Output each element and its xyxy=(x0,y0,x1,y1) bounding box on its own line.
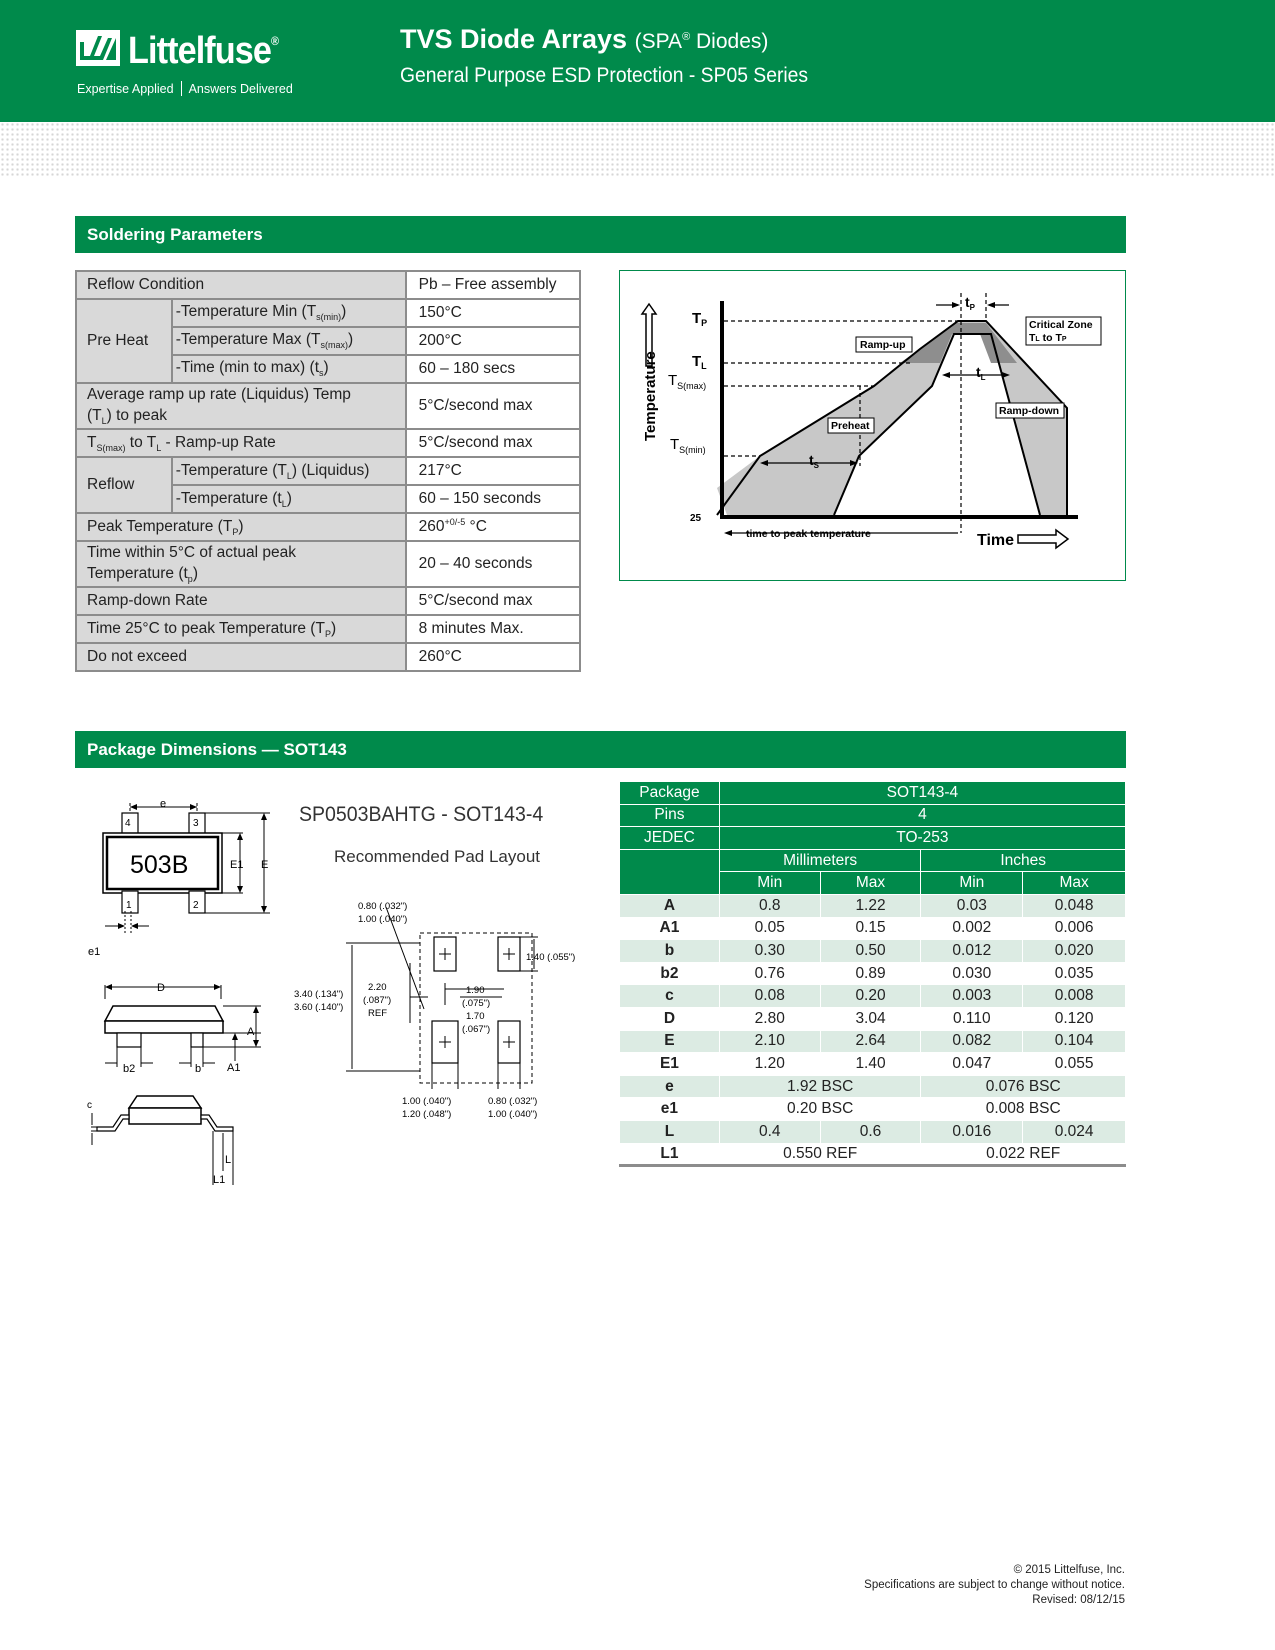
time-within-peak-label: Time within 5°C of actual peak Temperature $(t_p)$ xyxy=(76,541,406,587)
dimension-symbol: E xyxy=(620,1030,720,1053)
side-view xyxy=(105,982,261,1075)
ts-max-value: 200°C xyxy=(406,327,580,355)
time-to-peak-label: time to peak temperature xyxy=(746,528,871,540)
pad-dim-ref: REF xyxy=(368,1008,387,1019)
pad-dim-080b: 0.80 (.032") xyxy=(488,1096,538,1107)
page-header xyxy=(0,0,1275,122)
dimension-value: 0.110 xyxy=(921,1007,1023,1030)
pad-dim-100b: 1.00 (.040") xyxy=(402,1096,452,1107)
critical-zone-label: Critical Zone xyxy=(1029,319,1093,331)
dimension-value: 0.05 xyxy=(719,917,820,940)
dimension-symbol: c xyxy=(620,985,720,1008)
pad-layout-caption: Recommended Pad Layout xyxy=(334,847,541,866)
dim-e1-label: e1 xyxy=(88,946,101,958)
dot-pattern-band xyxy=(0,122,1275,178)
dimension-value: 0.048 xyxy=(1023,894,1126,917)
reflow-label: Reflow xyxy=(76,457,172,513)
pad-dim-220: 2.20 xyxy=(368,982,387,993)
symbol-header xyxy=(620,849,720,894)
jedec-label: JEDEC xyxy=(620,827,720,850)
pad-dim-140: 1.40 (.055") xyxy=(526,952,576,963)
do-not-exceed-label: Do not exceed xyxy=(76,643,406,671)
time-to-peak-label: Time 25°C to peak Temperature $(T_P)$ xyxy=(76,615,406,643)
dimension-value: 1.20 xyxy=(719,1053,820,1076)
package-dimensions-table xyxy=(619,781,1126,1167)
tl-duration-label: $t_L$ xyxy=(976,364,986,382)
reflow-condition-label: Reflow Condition xyxy=(76,271,406,299)
part-number-title: SP0503BAHTG - SOT143-4 xyxy=(299,803,544,826)
pad-dim-080: 0.80 (.032") xyxy=(358,901,408,912)
table-row xyxy=(620,1030,1126,1053)
tl-level-label: $T_L$ xyxy=(692,353,707,371)
mm-max-header: Max xyxy=(820,872,921,895)
pb-free-value: Pb – Free assembly xyxy=(406,271,580,299)
package-marking: 503B xyxy=(130,851,189,879)
package-value: SOT143-4 xyxy=(719,782,1125,805)
pin1-label: 1 xyxy=(126,900,132,911)
ramp-down-label: Ramp-down xyxy=(999,405,1060,417)
pin2-label: 2 xyxy=(193,900,199,911)
dim-D-label: D xyxy=(157,982,165,994)
tl-liquidus-value: 217°C xyxy=(406,457,580,485)
dimension-value: 1.22 xyxy=(820,894,921,917)
dimension-value: 0.8 xyxy=(719,894,820,917)
table-row xyxy=(620,1007,1126,1030)
ramp-down-value: 5°C/second max xyxy=(406,587,580,615)
dim-e-label: e xyxy=(160,798,167,810)
document-title: TVS Diode Arrays (SPA® Diodes) xyxy=(400,24,769,54)
table-row: e 1.92 BSC 0.076 BSC xyxy=(620,1075,1126,1098)
pins-label: Pins xyxy=(620,804,720,827)
pad-dim-360: 3.60 (.140") xyxy=(294,1002,344,1013)
dimension-value: 0.006 xyxy=(1023,917,1126,940)
ambient-level-label: 25 xyxy=(690,513,702,524)
dimension-value: 1.40 xyxy=(820,1053,921,1076)
peak-temperature-label: Peak Temperature $(T_P)$ xyxy=(76,513,406,541)
dimension-value: 0.104 xyxy=(1023,1030,1126,1053)
y-axis-label: Temperature xyxy=(642,351,659,441)
table-row: e1 0.20 BSC 0.008 BSC xyxy=(620,1098,1126,1121)
pad-dim-067: (.067") xyxy=(462,1024,491,1035)
dim-c-label: c xyxy=(87,1100,92,1111)
brand-name: Littelfuse® xyxy=(128,30,279,72)
dimension-value: 2.64 xyxy=(820,1030,921,1053)
top-view xyxy=(88,798,270,958)
pad-dim-100: 1.00 (.040") xyxy=(358,914,408,925)
table-row: L1 0.550 REF 0.022 REF xyxy=(620,1143,1126,1166)
dimension-symbol: E1 xyxy=(620,1053,720,1076)
end-view xyxy=(87,1096,233,1186)
pins-value: 4 xyxy=(719,804,1125,827)
dimension-symbol: A1 xyxy=(620,917,720,940)
dimension-value: 0.03 xyxy=(921,894,1023,917)
dim-b2-label: b2 xyxy=(123,1063,136,1075)
dimension-value: 2.10 xyxy=(719,1030,820,1053)
dimension-value: 0.20 xyxy=(820,985,921,1008)
dimension-value: 0.15 xyxy=(820,917,921,940)
dim-A-label: A xyxy=(247,1026,255,1038)
pad-dim-190: 1.90 xyxy=(466,985,485,996)
dim-A1-label: A1 xyxy=(227,1062,241,1074)
tsmax-to-tl-label: $T_{S(max)}$ to $T_L$ - Ramp-up Rate xyxy=(76,429,406,457)
table-row xyxy=(620,894,1126,917)
ramp-up-label: Ramp-up xyxy=(860,339,906,351)
copyright-text: © 2015 Littelfuse, Inc. xyxy=(1013,1564,1125,1576)
tp-duration-label: $t_P$ xyxy=(965,294,976,312)
dimension-value: 0.008 xyxy=(1023,985,1126,1008)
pad-dim-087: (.087") xyxy=(363,995,392,1006)
pad-dim-120: 1.20 (.048") xyxy=(402,1109,452,1120)
pad-dim-075: (.075") xyxy=(462,998,491,1009)
preheat-time-value: 60 – 180 secs xyxy=(406,355,580,383)
table-row xyxy=(620,962,1126,985)
ramp-up-value: 5°C/second max xyxy=(406,383,580,429)
mm-min-header: Min xyxy=(719,872,820,895)
dimension-value: 0.89 xyxy=(820,962,921,985)
littelfuse-logo-icon xyxy=(76,30,120,66)
package-label: Package xyxy=(620,782,720,805)
pad-dim-170: 1.70 xyxy=(466,1011,485,1022)
dimension-value: 0.035 xyxy=(1023,962,1126,985)
time-to-peak-value: 8 minutes Max. xyxy=(406,615,580,643)
dimension-value: 0.50 xyxy=(820,940,921,963)
soldering-parameters-table xyxy=(75,270,581,672)
table-row xyxy=(620,1053,1126,1076)
tl-time-label: -Temperature $(t_L)$ xyxy=(172,485,406,513)
dim-L-label: L xyxy=(225,1154,232,1166)
tl-liquidus-label: -Temperature $(T_L)$ (Liquidus) xyxy=(172,457,406,485)
pin3-label: 3 xyxy=(193,818,199,829)
dimension-value: 0.120 xyxy=(1023,1007,1126,1030)
pad-dim-340: 3.40 (.134") xyxy=(294,989,344,1000)
time-arrow-icon xyxy=(1018,530,1068,548)
tsmax-to-tl-value: 5°C/second max xyxy=(406,429,580,457)
dimension-value: 0.002 xyxy=(921,917,1023,940)
dimension-value: 0.047 xyxy=(921,1053,1023,1076)
ts-max-label: -Temperature Max $(T_{s(max)})$ xyxy=(172,327,406,355)
critical-zone-band xyxy=(900,323,1017,363)
dimension-symbol: b2 xyxy=(620,962,720,985)
dimension-value: 3.04 xyxy=(820,1007,921,1030)
dimension-symbol: D xyxy=(620,1007,720,1030)
reflow-profile-diagram xyxy=(619,270,1126,581)
preheat-time-label: -Time (min to max) $(t_s)$ xyxy=(172,355,406,383)
dimension-symbol: b xyxy=(620,940,720,963)
dimension-value: 0.055 xyxy=(1023,1053,1126,1076)
pin4-label: 4 xyxy=(125,818,131,829)
table-row: L 0.4 0.6 0.016 0.024 xyxy=(620,1120,1126,1143)
tsmax-level-label: $T_{S(max)}$ xyxy=(668,372,707,391)
dimension-value: 0.76 xyxy=(719,962,820,985)
dimension-value: 0.020 xyxy=(1023,940,1126,963)
dimension-value: 0.08 xyxy=(719,985,820,1008)
ts-min-label: -Temperature Min $(T_{s(min)})$ xyxy=(172,299,406,327)
ramp-down-label: Ramp-down Rate xyxy=(76,587,406,615)
millimeters-header: Millimeters xyxy=(719,849,921,872)
table-row xyxy=(620,985,1126,1008)
time-within-peak-value: 20 – 40 seconds xyxy=(406,541,580,587)
dimension-value: 2.80 xyxy=(719,1007,820,1030)
brand-tagline: Expertise Applied Answers Delivered xyxy=(77,82,293,96)
dimension-value: 0.012 xyxy=(921,940,1023,963)
tp-level-label: $T_P$ xyxy=(692,310,708,328)
dim-E-label: E xyxy=(261,859,269,871)
pre-heat-label: Pre Heat xyxy=(76,299,172,383)
peak-temperature-value: $260^{+0/-5}$ °C xyxy=(406,513,580,541)
pad-dim-100c: 1.00 (.040") xyxy=(488,1109,538,1120)
tsmin-level-label: $T_{S(min)}$ xyxy=(670,436,706,455)
page-footer xyxy=(864,1563,1125,1608)
x-axis-label: Time xyxy=(977,532,1015,549)
in-min-header: Min xyxy=(921,872,1023,895)
do-not-exceed-value: 260°C xyxy=(406,643,580,671)
table-row xyxy=(620,940,1126,963)
in-max-header: Max xyxy=(1023,872,1126,895)
notice-text: Specifications are subject to change without notice. xyxy=(864,1579,1125,1591)
dim-b-label: b xyxy=(195,1063,202,1075)
dimension-value: 0.30 xyxy=(719,940,820,963)
dimension-value: 0.082 xyxy=(921,1030,1023,1053)
revised-text: Revised: 08/12/15 xyxy=(1032,1594,1125,1606)
inches-header: Inches xyxy=(921,849,1126,872)
jedec-value: TO-253 xyxy=(719,827,1125,850)
dimension-value: 0.030 xyxy=(921,962,1023,985)
dim-E1-label: E1 xyxy=(230,859,244,871)
ts-min-value: 150°C xyxy=(406,299,580,327)
critical-zone-range-label: TL to TP xyxy=(1029,332,1067,344)
ramp-up-label: Average ramp up rate (Liquidus) Temp $(T_L)$ to peak xyxy=(76,383,406,429)
dimension-symbol: A xyxy=(620,894,720,917)
section-title-soldering: Soldering Parameters xyxy=(75,216,1126,253)
dim-L1-label: L1 xyxy=(213,1174,226,1186)
table-row xyxy=(620,917,1126,940)
document-subtitle: General Purpose ESD Protection - SP05 Series xyxy=(400,64,809,87)
package-outline-drawing xyxy=(75,793,285,1193)
preheat-label: Preheat xyxy=(831,420,870,432)
section-title-package: Package Dimensions — SOT143 xyxy=(75,731,1126,768)
dimension-value: 0.003 xyxy=(921,985,1023,1008)
pad-layout-drawing xyxy=(290,893,590,1123)
tl-time-value: 60 – 150 seconds xyxy=(406,485,580,513)
ts-duration-label: $t_S$ xyxy=(809,452,820,470)
